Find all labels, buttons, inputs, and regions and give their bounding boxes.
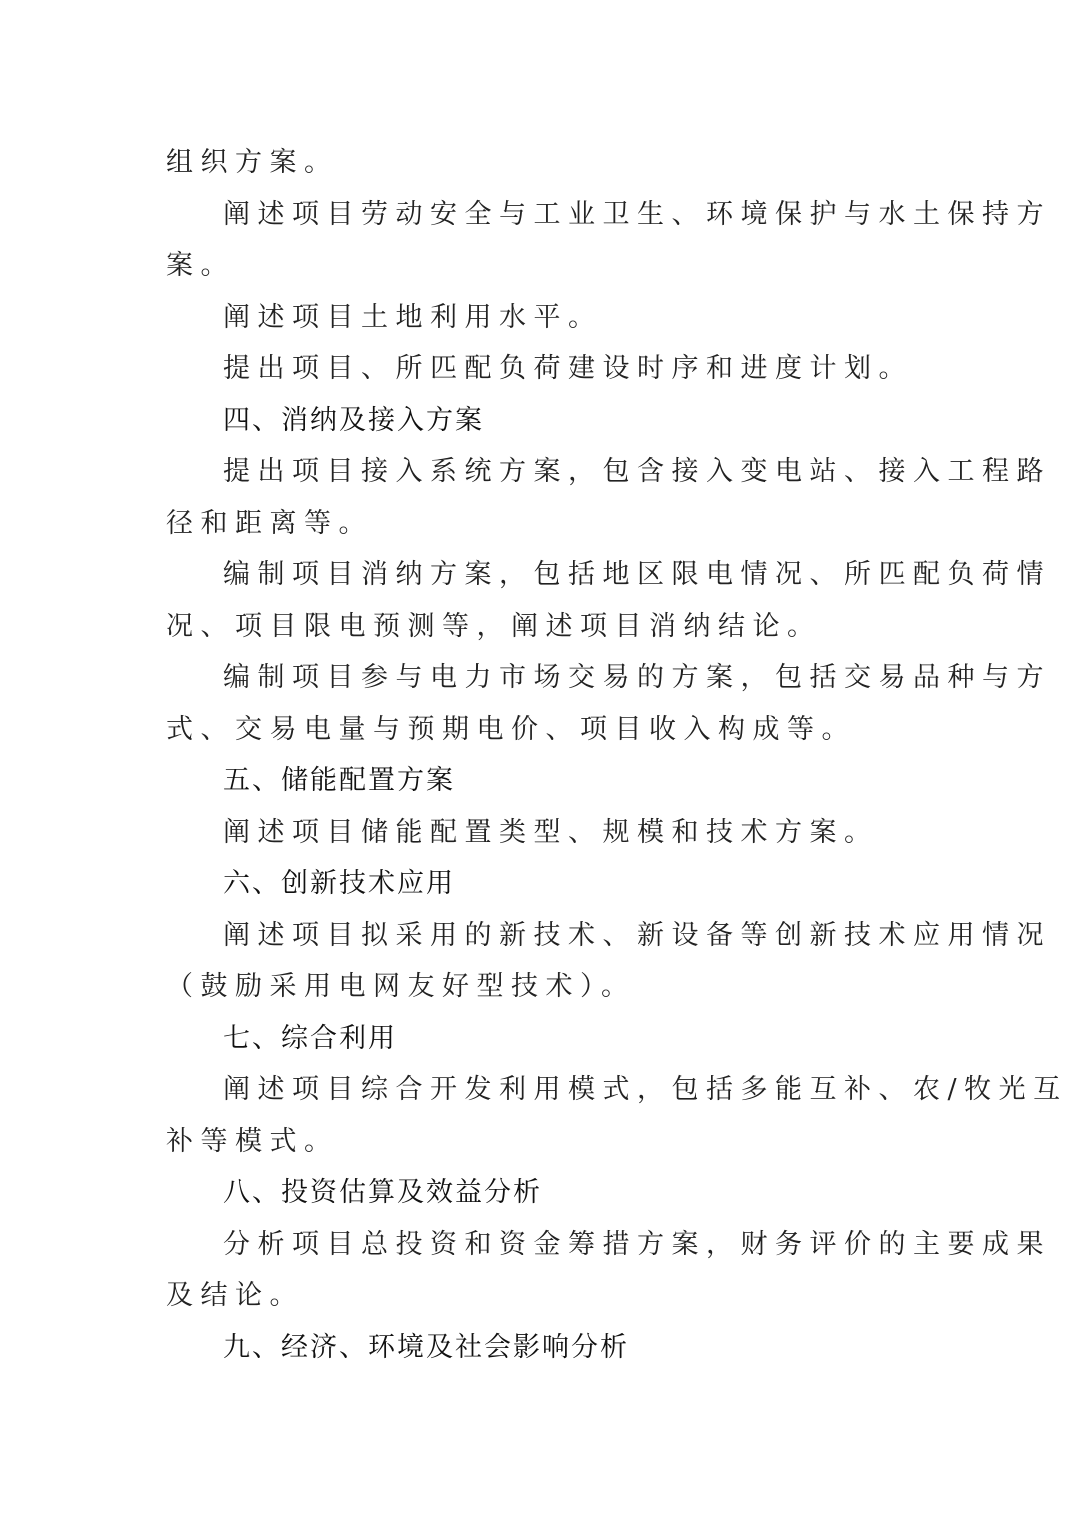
paragraph-line: 阐述项目土地利用水平。 — [223, 301, 603, 333]
paragraph-line: 阐述项目综合开发利用模式，包括多能互补、农/牧光互 — [223, 1074, 1068, 1105]
paragraph-line: 编制项目参与电力市场交易的方案，包括交易品种与方 — [223, 662, 1051, 693]
paragraph-line: 案。 — [166, 250, 235, 281]
paragraph-line: 阐述项目储能配置类型、规模和技术方案。 — [223, 816, 879, 848]
paragraph-line: 及结论。 — [166, 1280, 304, 1311]
paragraph-line: 式、交易电量与预期电价、项目收入构成等。 — [166, 713, 856, 745]
paragraph-line: 阐述项目拟采用的新技术、新设备等创新技术应用情况 — [223, 919, 1051, 951]
paragraph-line: （鼓励采用电网友好型技术）。 — [166, 971, 636, 1002]
paragraph-line: 阐述项目劳动安全与工业卫生、环境保护与水土保持方 — [223, 198, 1051, 230]
paragraph-line: 提出项目、所匹配负荷建设时序和进度计划。 — [223, 353, 913, 384]
paragraph-line: 组织方案。 — [166, 147, 339, 178]
document-page — [166, 137, 1068, 1373]
section-heading: 五、储能配置方案 — [223, 765, 455, 796]
section-heading: 七、综合利用 — [223, 1022, 397, 1054]
paragraph-line: 补等模式。 — [166, 1125, 339, 1157]
paragraph-line: 分析项目总投资和资金筹措方案，财务评价的主要成果 — [223, 1228, 1051, 1260]
section-heading: 八、投资估算及效益分析 — [223, 1177, 542, 1208]
paragraph-line: 况、项目限电预测等，阐述项目消纳结论。 — [166, 610, 822, 642]
section-heading: 九、经济、环境及社会影响分析 — [223, 1331, 629, 1363]
section-heading: 四、消纳及接入方案 — [223, 404, 484, 436]
paragraph-line: 径和距离等。 — [166, 507, 373, 539]
section-heading: 六、创新技术应用 — [223, 868, 455, 899]
paragraph-line: 提出项目接入系统方案，包含接入变电站、接入工程路 — [223, 456, 1051, 487]
paragraph-line: 编制项目消纳方案，包括地区限电情况、所匹配负荷情 — [223, 559, 1051, 590]
